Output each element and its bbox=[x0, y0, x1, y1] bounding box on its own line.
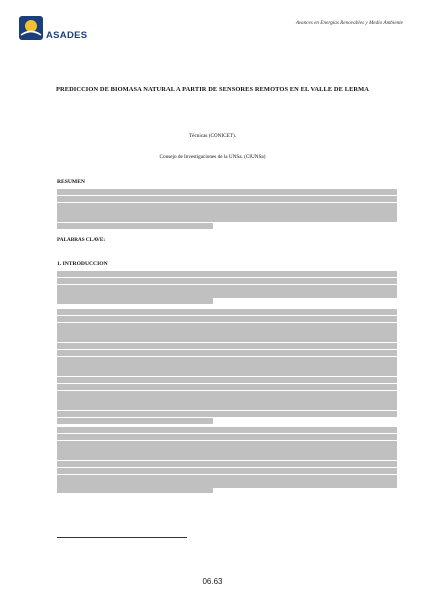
paper-title: PREDICCION DE BIOMASA NATURAL A PARTIR DE SENSORES REMOTOS EN EL VALLE DE LERMA bbox=[55, 86, 369, 93]
text-line bbox=[57, 404, 397, 410]
text-line bbox=[57, 488, 213, 493]
footnote-rule bbox=[57, 537, 187, 538]
text-line bbox=[57, 203, 397, 209]
abstract-body bbox=[57, 189, 397, 231]
text-line bbox=[57, 397, 397, 403]
text-line bbox=[57, 434, 397, 440]
text-line bbox=[57, 350, 397, 356]
text-line bbox=[57, 475, 397, 481]
text-line bbox=[57, 411, 397, 417]
text-line bbox=[57, 481, 397, 487]
text-line bbox=[57, 441, 397, 447]
text-line bbox=[57, 391, 397, 397]
affiliation: Técnicas (CONICET). bbox=[189, 133, 236, 139]
text-line bbox=[57, 357, 397, 363]
page-number: 06.63 bbox=[202, 577, 223, 586]
body-paragraph bbox=[57, 427, 397, 493]
text-line bbox=[57, 329, 397, 335]
text-line bbox=[57, 418, 213, 424]
text-line bbox=[57, 309, 397, 315]
text-line bbox=[57, 323, 397, 329]
affiliation: Consejo de Investigaciones de la UNSa. (CIUNSa) bbox=[159, 154, 266, 160]
introduccion-heading: 1. INTRODUCCION bbox=[57, 261, 108, 267]
text-line bbox=[57, 377, 397, 383]
text-line bbox=[57, 461, 397, 467]
text-line bbox=[57, 196, 397, 202]
text-line bbox=[57, 447, 397, 453]
body-paragraph bbox=[57, 309, 397, 424]
keywords-label: PALABRAS CLAVE: bbox=[57, 237, 106, 243]
text-line bbox=[57, 336, 397, 342]
text-line bbox=[57, 370, 397, 376]
keywords bbox=[57, 237, 397, 244]
text-line bbox=[57, 363, 397, 369]
text-line bbox=[57, 427, 397, 433]
text-line bbox=[57, 209, 397, 215]
logo-text: ASADES bbox=[46, 30, 88, 41]
journal-header bbox=[203, 20, 403, 27]
body-paragraph bbox=[57, 271, 397, 304]
text-line bbox=[57, 384, 397, 390]
text-line bbox=[57, 271, 397, 277]
text-line bbox=[57, 285, 397, 291]
text-line bbox=[57, 454, 397, 460]
text-line bbox=[57, 223, 213, 229]
text-line bbox=[57, 298, 213, 304]
journal-logo bbox=[18, 15, 96, 49]
journal-line: Avances en Energías Renovables y Medio Ambiente bbox=[295, 20, 403, 26]
text-line bbox=[57, 343, 397, 349]
resumen-heading: RESUMEN bbox=[57, 179, 85, 185]
text-line bbox=[57, 316, 397, 322]
text-line bbox=[57, 189, 397, 195]
text-line bbox=[57, 278, 397, 284]
asades-logo-mark bbox=[18, 15, 44, 41]
text-line bbox=[57, 468, 397, 474]
text-line bbox=[57, 291, 397, 297]
text-line bbox=[57, 216, 397, 222]
